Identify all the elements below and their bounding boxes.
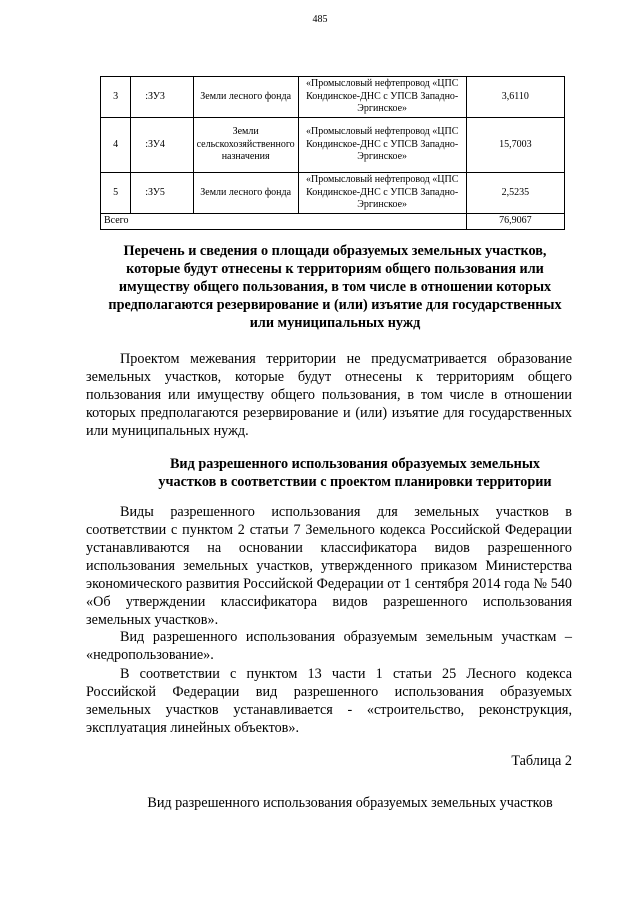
total-value: 76,9067 — [466, 214, 564, 230]
land-category: Земли лесного фонда — [193, 173, 298, 214]
table-total-row — [101, 214, 565, 230]
row-number: 4 — [101, 118, 131, 173]
object-name: «Промысловый нефтепровод «ЦПС Кондинское-ДНС с УПСВ Западно-Эргинское» — [298, 173, 466, 214]
page-number: 485 — [312, 14, 328, 25]
parcel-code: :ЗУ3 — [131, 77, 193, 118]
paragraph-subsoil-use: Вид разрешенного использования образуемым земельным участкам – «недропользование». — [86, 629, 572, 663]
parcel-area: 2,5235 — [466, 173, 564, 214]
object-name: «Промысловый нефтепровод «ЦПС Кондинское-ДНС с УПСВ Западно-Эргинское» — [298, 118, 466, 173]
land-category: Земли сельскохозяйственного назначения — [193, 118, 298, 173]
table-row — [101, 118, 565, 173]
parcels-table — [100, 76, 565, 230]
table-label: Таблица 2 — [511, 753, 572, 769]
row-number: 3 — [101, 77, 131, 118]
parcel-area: 3,6110 — [466, 77, 564, 118]
object-name: «Промысловый нефтепровод «ЦПС Кондинское-ДНС с УПСВ Западно-Эргинское» — [298, 77, 466, 118]
table2-title: Вид разрешенного использования образуемых земельных участков — [147, 795, 553, 811]
land-category: Земли лесного фонда — [193, 77, 298, 118]
table-row — [101, 173, 565, 214]
parcel-code: :ЗУ5 — [131, 173, 193, 214]
paragraph-no-public-land: Проектом межевания территории не предусматривается образование земельных участков, которые будут отнесены к территориям общего пользования или имуществу общего пользования, в том числе в отношении которых предполагаются резервирование и (или) изъятие для государственных или муниципальных нужд. — [86, 351, 572, 439]
section-heading-permitted-use: Вид разрешенного использования образуемых земельных участков в соответствии с проектом планировки территории — [158, 456, 552, 490]
table-row — [101, 77, 565, 118]
row-number: 5 — [101, 173, 131, 214]
total-label: Всего — [101, 214, 467, 230]
section-heading-public-land: Перечень и сведения о площади образуемых земельных участков, которые будут отнесены к территориям общего пользования или имуществу общего пользования, в том числе в отношении которых предполагаются резервирование и (или) изъятие для государственных или муниципальных нужд — [108, 243, 562, 331]
paragraph-classifier: Виды разрешенного использования для земельных участков в соответствии с пунктом 2 статьи 7 Земельного кодекса Российской Федерации устанавливаются на основании классификатора видов разрешенного использования земельных участков, утвержденного приказом Министерства экономического развития Российской Федерации от 1 сентября 2014 года № 540 «Об утверждении классификатора видов разрешенного использования земельных участков». — [86, 504, 572, 628]
parcel-code: :ЗУ4 — [131, 118, 193, 173]
paragraph-forest-code: В соответствии с пунктом 13 части 1 статьи 25 Лесного кодекса Российской Федерации вид разрешенного использования образуемых земельных участков устанавливается - «строительство, реконструкция, эксплуатация линейных объектов». — [86, 666, 572, 736]
parcel-area: 15,7003 — [466, 118, 564, 173]
